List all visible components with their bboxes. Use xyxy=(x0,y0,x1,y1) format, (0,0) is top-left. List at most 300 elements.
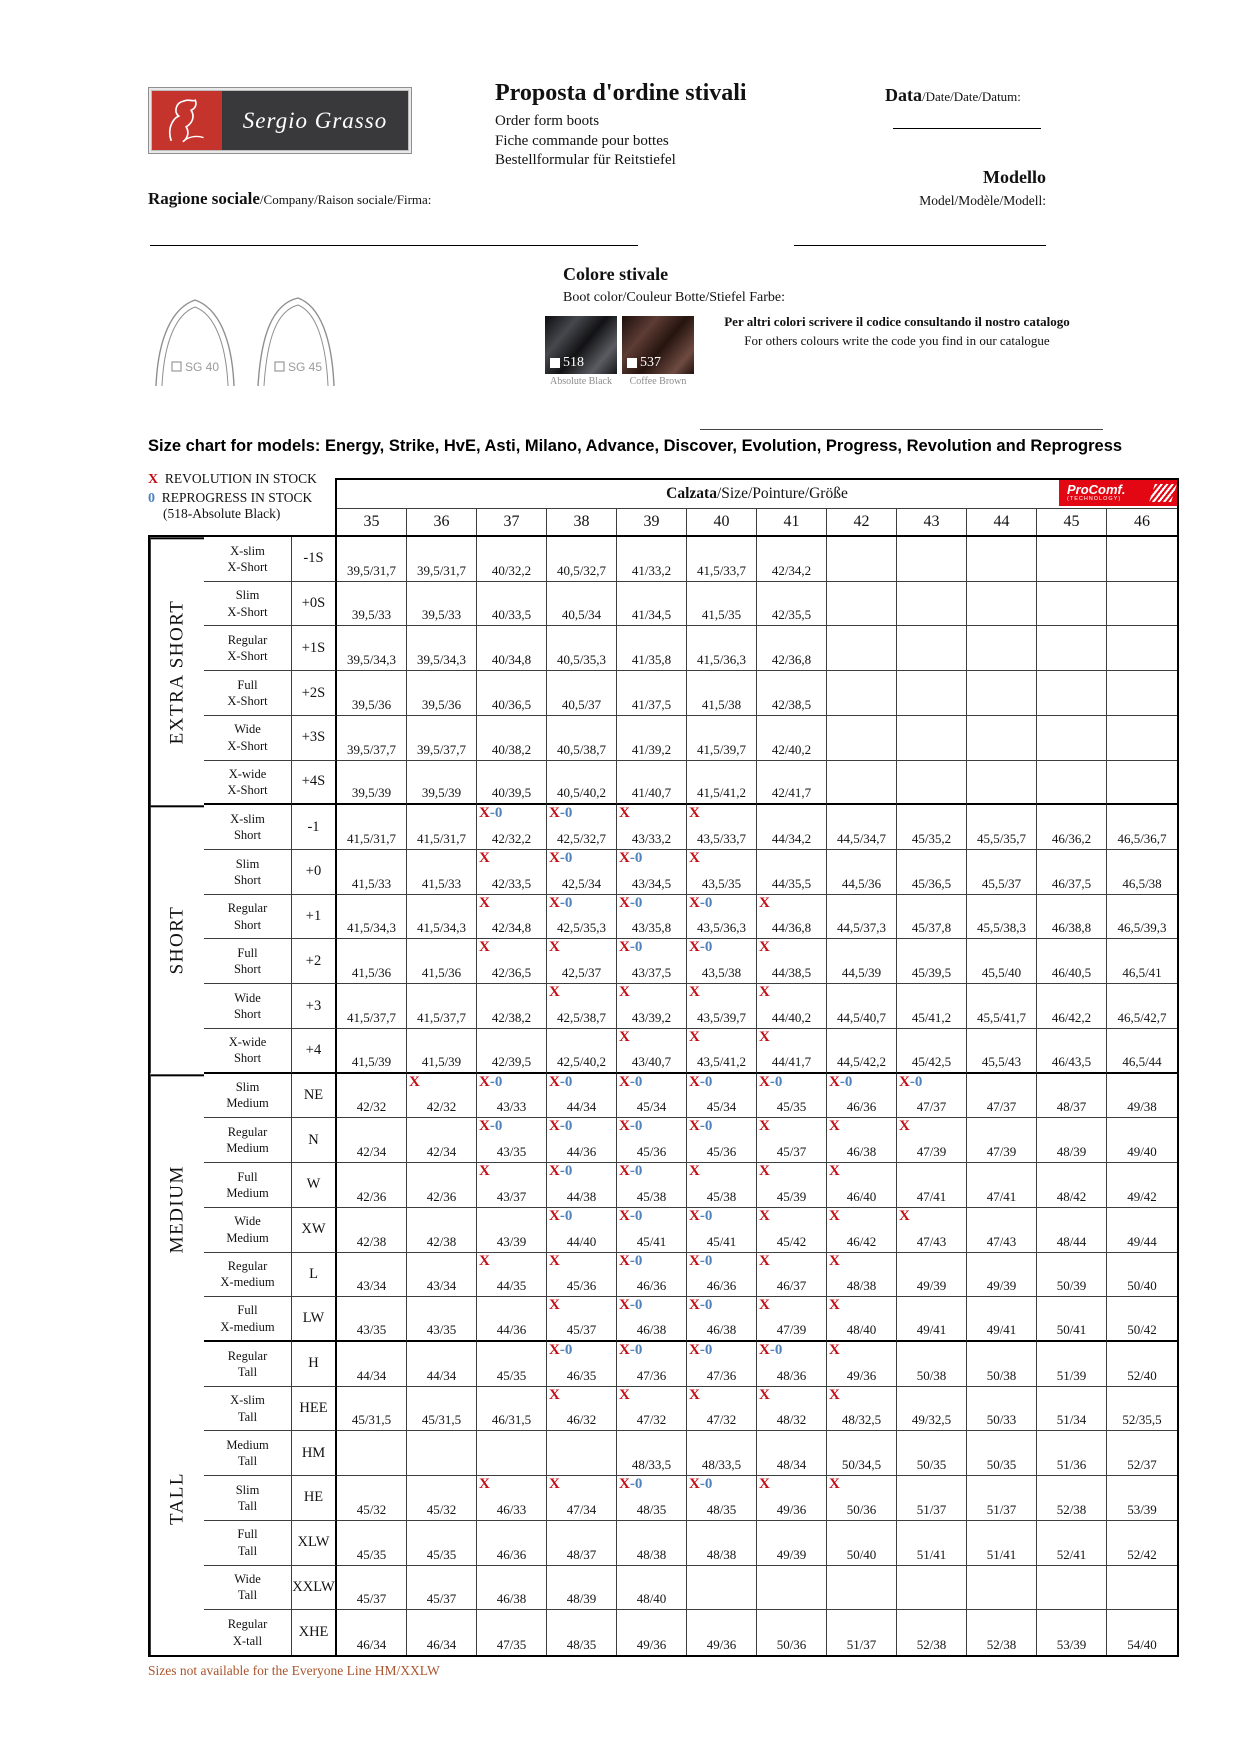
size-cell xyxy=(967,1208,1037,1253)
size-cell xyxy=(617,805,687,850)
size-cell xyxy=(687,939,757,984)
stock-mark-revolution: X xyxy=(759,1118,770,1135)
size-cell xyxy=(897,1342,967,1387)
date-label: Data/Date/Date/Datum: xyxy=(885,85,1021,105)
size-cell xyxy=(1107,1521,1177,1566)
procomf-flag-icon xyxy=(1149,484,1177,502)
size-cell xyxy=(407,895,477,940)
size-value: 50/42 xyxy=(1127,1321,1157,1337)
stock-mark-revolution: X xyxy=(759,1207,770,1224)
size-cell xyxy=(407,1521,477,1566)
sg40-label: SG 40 xyxy=(185,360,220,374)
size-value: 51/41 xyxy=(986,1546,1017,1562)
size-value: 50/40 xyxy=(846,1546,877,1562)
size-value: 39,5/37,7 xyxy=(416,741,467,757)
swatch-coffee-brown[interactable] xyxy=(622,316,694,374)
size-column-header: 35 xyxy=(337,509,407,535)
size-cell xyxy=(547,1566,617,1611)
size-cell xyxy=(617,761,687,806)
swatch-537-name: Coffee Brown xyxy=(629,376,687,387)
logo-name-panel xyxy=(222,91,408,150)
row-fit-label: Full Short xyxy=(204,939,292,984)
page-title: Proposta d'ordine stivali xyxy=(495,80,747,106)
size-value: 46/38 xyxy=(846,1144,877,1160)
size-value: 52/38 xyxy=(1056,1501,1087,1517)
size-cell xyxy=(897,984,967,1029)
size-cell xyxy=(897,626,967,671)
size-value: 45,5/37 xyxy=(981,875,1022,891)
size-cell xyxy=(757,1029,827,1074)
size-cell xyxy=(407,805,477,850)
row-code: XW xyxy=(292,1208,337,1253)
size-cell xyxy=(477,939,547,984)
size-cell xyxy=(617,1387,687,1432)
size-value: 45/35 xyxy=(426,1546,457,1562)
size-value: 45/39,5 xyxy=(911,965,952,981)
size-value: 39,5/33 xyxy=(421,607,462,623)
stock-mark-revolution-reprogress: X-0 xyxy=(549,1163,573,1180)
size-value: 46/40,5 xyxy=(1051,965,1092,981)
size-cell xyxy=(337,537,407,582)
size-cell xyxy=(1107,626,1177,671)
size-cell xyxy=(407,1431,477,1476)
size-cell xyxy=(897,1297,967,1342)
size-cell xyxy=(477,895,547,940)
size-column-header: 41 xyxy=(757,509,827,535)
size-value: 48/37 xyxy=(1056,1099,1087,1115)
size-cell xyxy=(477,761,547,806)
size-value: 42,5/37 xyxy=(561,965,602,981)
size-cell xyxy=(757,1342,827,1387)
size-value: 48/39 xyxy=(566,1591,597,1607)
horse-icon xyxy=(158,93,216,149)
size-cell xyxy=(1037,1521,1107,1566)
size-cell xyxy=(477,1118,547,1163)
size-value: 43/35 xyxy=(356,1321,387,1337)
size-value: 42/34 xyxy=(426,1144,457,1160)
row-fit-label: Regular Tall xyxy=(204,1342,292,1387)
size-value: 42/34,8 xyxy=(491,920,532,936)
size-value: 43/35 xyxy=(496,1144,527,1160)
size-cell xyxy=(547,1521,617,1566)
stock-mark-revolution-reprogress: X-0 xyxy=(619,1073,643,1090)
procomf-badge xyxy=(1059,480,1177,506)
size-cell xyxy=(337,939,407,984)
row-fit-label: Regular X-tall xyxy=(204,1610,292,1655)
size-value: 39,5/36 xyxy=(351,696,392,712)
size-cell xyxy=(757,1387,827,1432)
size-cell xyxy=(1107,895,1177,940)
procomf-technology: (TECHNOLOGY) xyxy=(1067,496,1122,502)
sg45-checkbox[interactable] xyxy=(275,362,284,371)
size-cell xyxy=(687,626,757,671)
size-cell xyxy=(1107,1610,1177,1655)
size-cell xyxy=(1037,939,1107,984)
size-cell xyxy=(407,1118,477,1163)
size-value: 49/36 xyxy=(706,1637,737,1652)
size-cell xyxy=(547,537,617,582)
stock-mark-revolution-reprogress: X-0 xyxy=(689,1341,713,1358)
size-cell xyxy=(757,1566,827,1611)
size-cell xyxy=(897,1253,967,1298)
stock-mark-revolution: X xyxy=(619,805,630,822)
size-cell xyxy=(407,1208,477,1253)
size-value: 45/37 xyxy=(426,1591,457,1607)
stock-mark-revolution: X xyxy=(689,805,700,822)
size-cell xyxy=(827,761,897,806)
row-code: W xyxy=(292,1163,337,1208)
size-value: 39,5/37,7 xyxy=(346,741,397,757)
size-cell xyxy=(617,984,687,1029)
size-value: 50/36 xyxy=(846,1501,877,1517)
stock-mark-revolution: X xyxy=(829,1297,840,1314)
size-column-header: 43 xyxy=(897,509,967,535)
size-value: 41,5/37,7 xyxy=(416,1009,467,1025)
row-fit-label: X-slim X-Short xyxy=(204,537,292,582)
size-cell xyxy=(477,984,547,1029)
size-value: 41,5/34,3 xyxy=(416,920,467,936)
other-colors-note: Per altri colori scrivere il codice consultando il nostro catalogo For others colours write the code you find in our catalogue xyxy=(724,314,1070,348)
size-value: 39,5/34,3 xyxy=(416,652,467,668)
size-value: 40/39,5 xyxy=(491,785,532,801)
size-cell xyxy=(617,1431,687,1476)
size-cell xyxy=(897,1029,967,1074)
size-cell xyxy=(407,939,477,984)
brand-name: Sergio Grasso xyxy=(242,107,388,133)
size-cell xyxy=(1037,761,1107,806)
size-value: 47/39 xyxy=(776,1321,807,1337)
size-value: 45/41 xyxy=(636,1233,667,1249)
logo-red-panel xyxy=(152,91,222,150)
size-value: 49/36 xyxy=(636,1637,667,1652)
size-cell xyxy=(687,984,757,1029)
size-value: 46,5/39,3 xyxy=(1117,920,1167,936)
size-cell xyxy=(757,1118,827,1163)
size-value: 45/39 xyxy=(776,1188,807,1204)
size-value: 49/41 xyxy=(986,1321,1017,1337)
size-cell xyxy=(687,1342,757,1387)
size-cell xyxy=(337,1029,407,1074)
row-code: +1 xyxy=(292,895,337,940)
size-value: 49/32,5 xyxy=(911,1412,952,1428)
date-input-line[interactable] xyxy=(893,128,1041,129)
size-cell xyxy=(1037,1029,1107,1074)
size-cell xyxy=(757,850,827,895)
stock-mark-revolution-reprogress: X-0 xyxy=(619,1252,643,1269)
stock-mark-revolution-reprogress: X-0 xyxy=(549,894,573,911)
size-value: 40/38,2 xyxy=(491,741,532,757)
size-value: 46/36 xyxy=(636,1278,667,1294)
row-code: +3 xyxy=(292,984,337,1029)
stock-mark-revolution-reprogress: X-0 xyxy=(759,1341,783,1358)
size-cell xyxy=(967,1431,1037,1476)
size-value: 46/42,2 xyxy=(1051,1009,1092,1025)
stock-mark-revolution: X xyxy=(689,850,700,867)
row-code: +1S xyxy=(292,626,337,671)
size-value: 44/34 xyxy=(566,1099,597,1115)
row-code: +2S xyxy=(292,671,337,716)
stock-mark-revolution-reprogress: X-0 xyxy=(549,850,573,867)
stock-mark-revolution: X xyxy=(409,1073,420,1090)
size-value: 42,5/38,7 xyxy=(556,1009,607,1025)
size-cell xyxy=(617,1297,687,1342)
size-cell xyxy=(547,1208,617,1253)
size-cell xyxy=(687,1431,757,1476)
size-cell xyxy=(477,1074,547,1119)
stock-mark-revolution-reprogress: X-0 xyxy=(689,1207,713,1224)
size-value: 50/35 xyxy=(986,1457,1017,1473)
size-value: 48/34 xyxy=(776,1457,807,1473)
size-cell xyxy=(477,1610,547,1655)
stock-mark-revolution: X xyxy=(829,1341,840,1358)
size-value: 39,5/36 xyxy=(421,696,462,712)
size-value: 44/35 xyxy=(496,1278,527,1294)
size-cell xyxy=(897,1521,967,1566)
size-value: 42,5/32,7 xyxy=(556,831,607,847)
row-fit-label: Full X-Short xyxy=(204,671,292,716)
stock-mark-revolution: X xyxy=(479,1476,490,1493)
size-cell xyxy=(827,805,897,850)
stock-mark-revolution-reprogress: X-0 xyxy=(619,1118,643,1135)
size-value: 45/36 xyxy=(636,1144,667,1160)
size-value: 46/40 xyxy=(846,1188,877,1204)
size-value: 47/36 xyxy=(636,1367,667,1383)
row-fit-label: Full Medium xyxy=(204,1163,292,1208)
size-cell xyxy=(967,984,1037,1029)
size-value: 51/39 xyxy=(1056,1367,1087,1383)
size-cell xyxy=(477,1208,547,1253)
size-cell xyxy=(827,1387,897,1432)
row-fit-label: Regular X-Short xyxy=(204,626,292,671)
size-value: 47/43 xyxy=(916,1233,947,1249)
stock-mark-revolution: X xyxy=(829,1476,840,1493)
size-cell xyxy=(827,1610,897,1655)
size-value: 46/38 xyxy=(636,1321,667,1337)
size-value: 46/32 xyxy=(566,1412,597,1428)
size-value: 46/43,5 xyxy=(1051,1053,1092,1069)
stock-mark-revolution: X xyxy=(759,1163,770,1180)
size-value: 48/35 xyxy=(636,1501,667,1517)
size-cell xyxy=(967,1566,1037,1611)
size-value: 41,5/33 xyxy=(351,875,392,891)
size-cell xyxy=(407,1476,477,1521)
size-value: 43/35 xyxy=(426,1321,457,1337)
size-cell xyxy=(1107,1208,1177,1253)
size-value: 48/36 xyxy=(776,1367,807,1383)
size-cell xyxy=(757,1476,827,1521)
swatch-537-checkbox[interactable] xyxy=(627,358,637,368)
group-label-medium: MEDIUM xyxy=(150,1074,204,1342)
size-value: 41,5/31,7 xyxy=(346,831,397,847)
size-value: 50/34,5 xyxy=(841,1457,882,1473)
size-cell xyxy=(1037,1163,1107,1208)
size-cell xyxy=(967,537,1037,582)
size-value: 45/34 xyxy=(706,1099,737,1115)
size-column-header: 40 xyxy=(687,509,757,535)
stock-mark-revolution: X xyxy=(899,1207,910,1224)
row-fit-label: X-wide X-Short xyxy=(204,761,292,806)
size-value: 44,5/36 xyxy=(841,875,882,891)
size-cell xyxy=(897,582,967,627)
size-cell xyxy=(897,716,967,761)
size-cell xyxy=(1107,716,1177,761)
size-value: 45/36,5 xyxy=(911,875,952,891)
stock-mark-revolution: X xyxy=(759,1028,770,1045)
row-fit-label: Regular X-medium xyxy=(204,1253,292,1298)
size-cell xyxy=(827,1118,897,1163)
size-value: 49/39 xyxy=(986,1278,1017,1294)
size-cell xyxy=(337,1074,407,1119)
size-cell xyxy=(757,1431,827,1476)
stock-mark-revolution-reprogress: X-0 xyxy=(479,1073,503,1090)
size-cell xyxy=(687,850,757,895)
size-cell xyxy=(337,895,407,940)
swatch-537-code: 537 xyxy=(640,355,661,370)
model-label: Modello xyxy=(983,167,1046,187)
size-cell xyxy=(337,1118,407,1163)
size-value: 40,5/38,7 xyxy=(556,741,607,757)
size-value: 45/42,5 xyxy=(911,1053,952,1069)
size-cell xyxy=(967,895,1037,940)
legend-note: (518-Absolute Black) xyxy=(163,506,281,521)
stock-mark-revolution: X xyxy=(549,984,560,1001)
toe-shape-diagrams xyxy=(148,290,348,395)
size-value: 45/38 xyxy=(706,1188,737,1204)
color-swatches xyxy=(545,316,694,387)
company-label: Ragione sociale/Company/Raison sociale/Firma: xyxy=(148,189,432,208)
size-cell xyxy=(897,1163,967,1208)
size-value: 51/37 xyxy=(846,1637,877,1652)
size-value: 42/36,5 xyxy=(491,965,532,981)
size-value: 48/40 xyxy=(846,1321,877,1337)
size-cell xyxy=(687,537,757,582)
size-value: 47/36 xyxy=(706,1367,737,1383)
size-cell xyxy=(967,626,1037,671)
size-value: 44,5/37,3 xyxy=(836,920,887,936)
size-cell xyxy=(407,1610,477,1655)
size-cell xyxy=(897,1118,967,1163)
size-value: 44/36 xyxy=(566,1144,597,1160)
size-cell xyxy=(547,984,617,1029)
toe-shape-sg45 xyxy=(258,298,334,386)
size-value: 54/40 xyxy=(1127,1637,1157,1652)
size-cell xyxy=(827,1297,897,1342)
size-cell xyxy=(617,1342,687,1387)
stock-mark-revolution-reprogress: X-0 xyxy=(899,1073,923,1090)
size-cell xyxy=(967,582,1037,627)
swatch-absolute-black[interactable] xyxy=(545,316,617,374)
size-value: 43/40,7 xyxy=(631,1053,672,1069)
color-code-input-line[interactable] xyxy=(700,429,1103,430)
size-value: 44/34,2 xyxy=(771,831,812,847)
stock-mark-revolution-reprogress: X-0 xyxy=(619,939,643,956)
size-cell xyxy=(407,1253,477,1298)
size-cell xyxy=(477,1521,547,1566)
row-code: HM xyxy=(292,1431,337,1476)
size-cell xyxy=(477,1253,547,1298)
size-cell xyxy=(1037,1342,1107,1387)
size-cell xyxy=(337,850,407,895)
size-value: 45/35 xyxy=(776,1099,807,1115)
size-cell xyxy=(967,1387,1037,1432)
size-value: 46/34 xyxy=(426,1637,457,1652)
stock-mark-revolution: X xyxy=(759,894,770,911)
size-value: 52/40 xyxy=(1127,1367,1157,1383)
stock-mark-revolution: X xyxy=(829,1252,840,1269)
size-value: 42/32 xyxy=(426,1099,457,1115)
size-cell xyxy=(757,1610,827,1655)
stock-mark-revolution: X xyxy=(549,1297,560,1314)
size-value: 43/39 xyxy=(496,1233,527,1249)
size-value: 40/34,8 xyxy=(491,652,532,668)
size-value: 45/32 xyxy=(356,1501,387,1517)
size-cell xyxy=(407,1163,477,1208)
size-cell xyxy=(477,716,547,761)
row-fit-label: X-slim Short xyxy=(204,805,292,850)
size-cell xyxy=(827,1521,897,1566)
size-value: 45,5/35,7 xyxy=(976,831,1027,847)
sg40-checkbox[interactable] xyxy=(172,362,181,371)
size-header-row xyxy=(337,508,1177,535)
model-input-line[interactable] xyxy=(794,245,1046,246)
size-value: 45,5/41,7 xyxy=(976,1009,1027,1025)
size-cell xyxy=(617,939,687,984)
size-cell xyxy=(1107,1387,1177,1432)
size-cell xyxy=(1037,850,1107,895)
size-cell xyxy=(827,716,897,761)
size-value: 47/32 xyxy=(706,1412,737,1428)
size-value: 43,5/41,2 xyxy=(696,1053,747,1069)
size-cell xyxy=(967,1476,1037,1521)
size-value: 49/36 xyxy=(846,1367,877,1383)
size-cell xyxy=(757,716,827,761)
size-value: 41,5/38 xyxy=(701,696,742,712)
size-cell xyxy=(1107,1566,1177,1611)
size-cell xyxy=(1037,984,1107,1029)
size-value: 44,5/39 xyxy=(841,965,882,981)
size-cell xyxy=(1107,582,1177,627)
size-cell xyxy=(617,671,687,716)
group-label-short: SHORT xyxy=(150,805,204,1073)
stock-mark-revolution: X xyxy=(829,1163,840,1180)
row-code: +4S xyxy=(292,761,337,806)
size-value: 49/39 xyxy=(776,1546,807,1562)
size-cell xyxy=(547,1297,617,1342)
size-cell xyxy=(477,582,547,627)
size-value: 46/35 xyxy=(566,1367,597,1383)
size-cell xyxy=(407,537,477,582)
size-cell xyxy=(757,984,827,1029)
size-cell xyxy=(477,1476,547,1521)
swatch-518-checkbox[interactable] xyxy=(550,358,560,368)
size-cell xyxy=(1037,1431,1107,1476)
size-value: 39,5/31,7 xyxy=(416,562,467,578)
size-value: 47/39 xyxy=(986,1144,1017,1160)
size-cell xyxy=(477,626,547,671)
group-label-tall: TALL xyxy=(150,1342,204,1655)
stock-mark-revolution-reprogress: X-0 xyxy=(759,1073,783,1090)
size-cell xyxy=(1037,1118,1107,1163)
size-cell xyxy=(337,1253,407,1298)
size-cell xyxy=(1107,984,1177,1029)
company-input-line[interactable] xyxy=(150,245,638,246)
size-value: 41,5/33,7 xyxy=(696,562,747,578)
size-value: 43/37 xyxy=(496,1188,527,1204)
size-value: 42/34,2 xyxy=(771,562,812,578)
size-value: 43/37,5 xyxy=(631,965,672,981)
stock-mark-revolution-reprogress: X-0 xyxy=(689,939,713,956)
size-cell xyxy=(1107,537,1177,582)
